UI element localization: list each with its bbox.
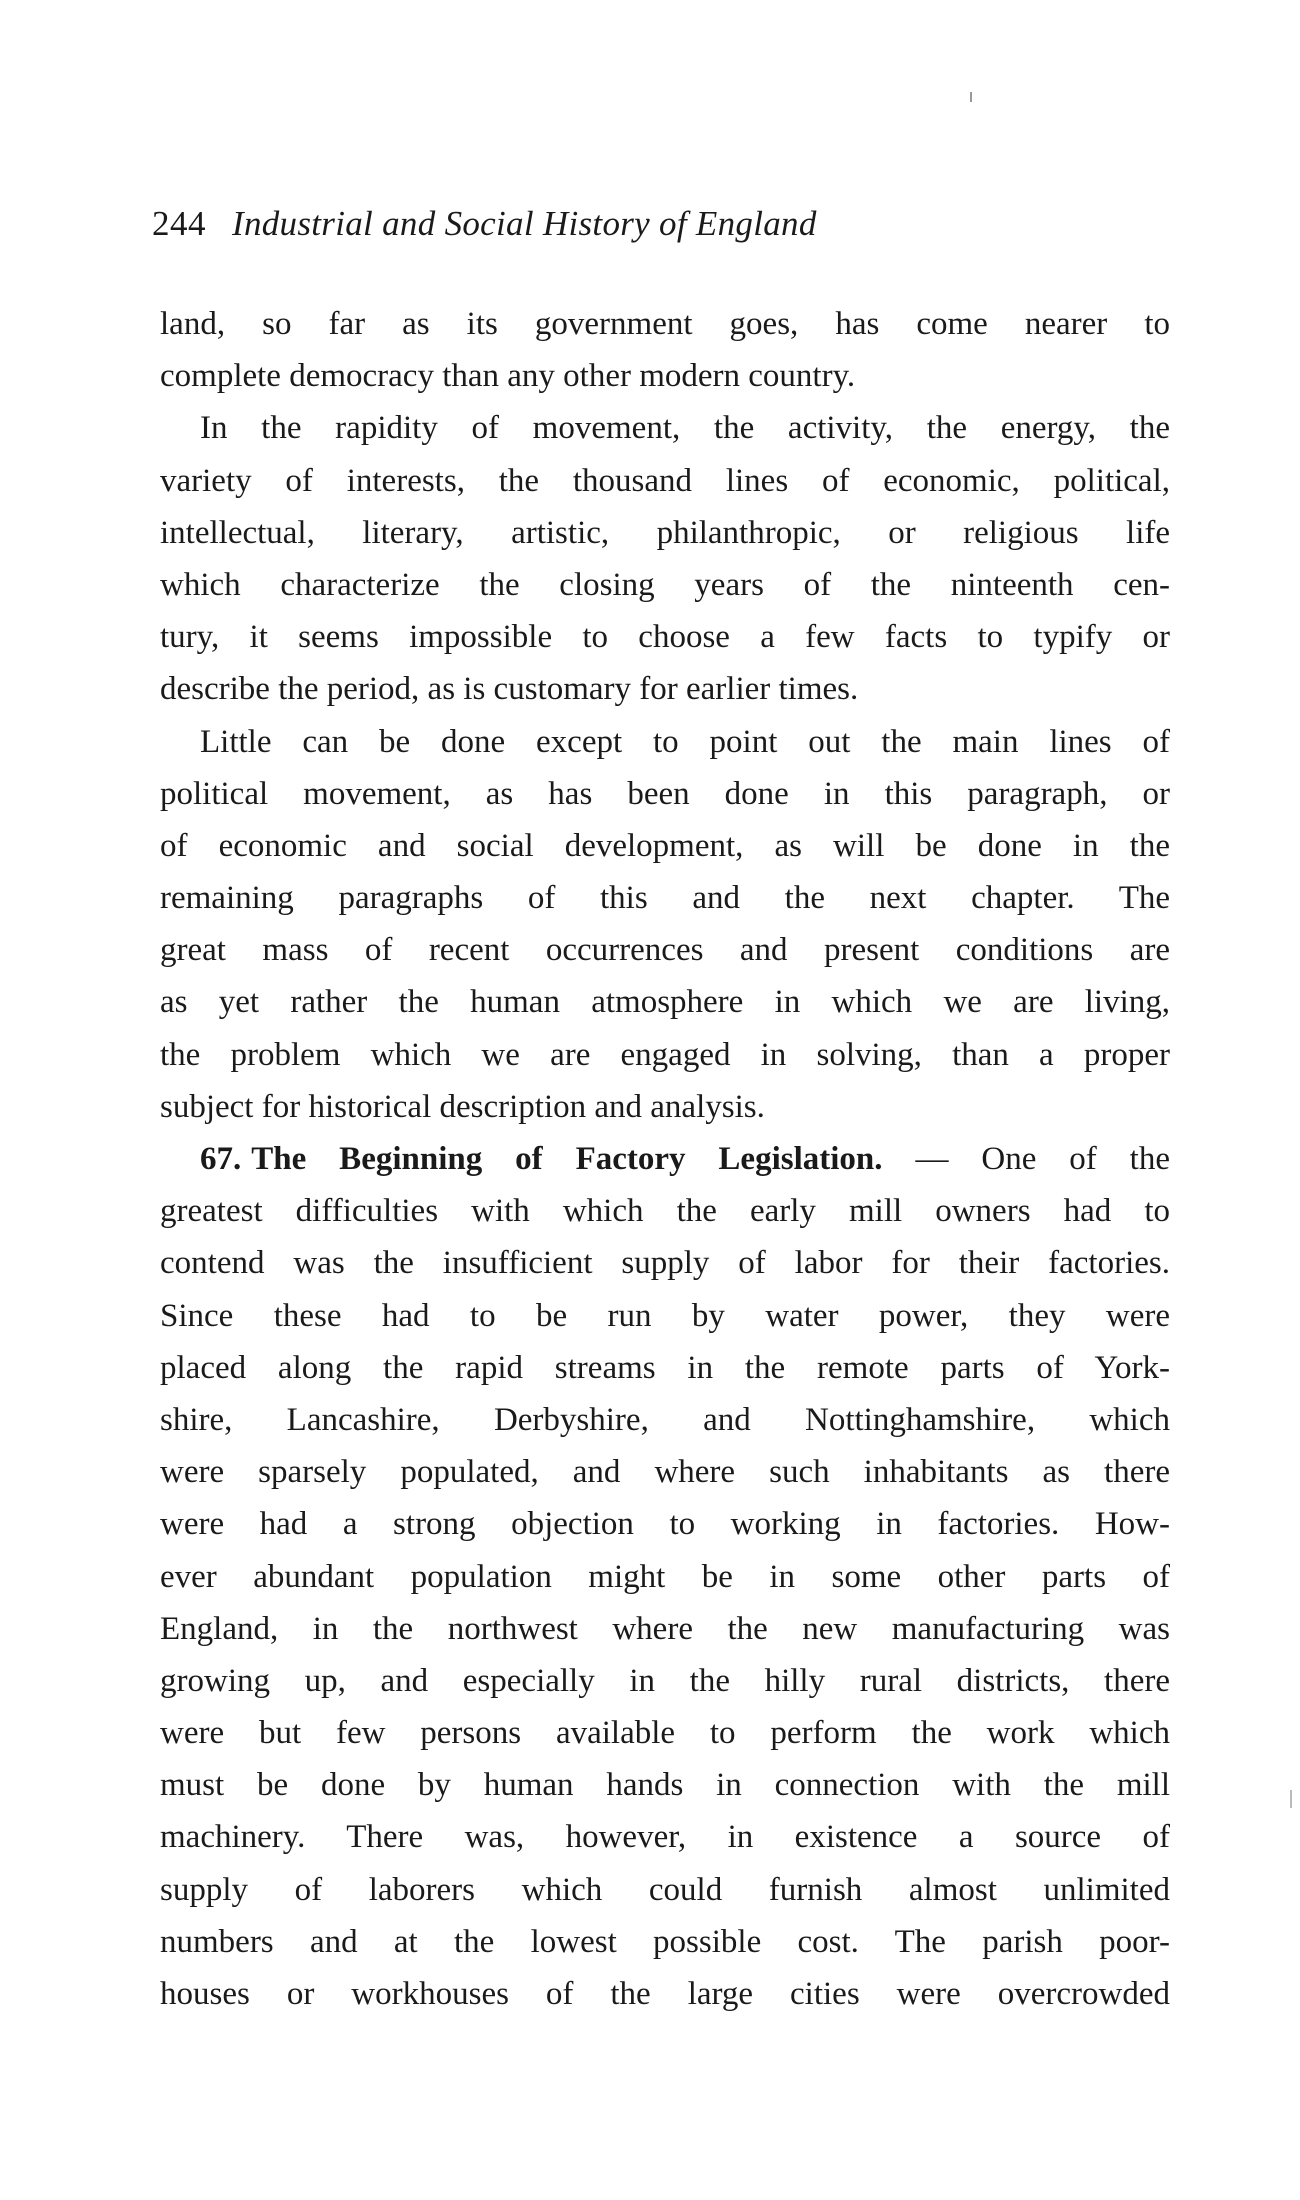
text-line: ever abundant population might be in some other parts of	[160, 1558, 1170, 1595]
paragraph	[160, 716, 1170, 1134]
text-line: the problem which we are engaged in solving, than a proper	[160, 1036, 1170, 1073]
text-line: which characterize the closing years of the ninteenth cen-	[160, 566, 1170, 603]
text-line: intellectual, literary, artistic, philanthropic, or religious life	[160, 514, 1170, 551]
section-first-line-text: — One of the	[915, 1141, 1170, 1177]
text-line: In the rapidity of movement, the activity, the energy, the	[200, 410, 1170, 447]
print-speck	[1290, 1790, 1292, 1808]
text-line: must be done by human hands in connection with the mill	[160, 1767, 1170, 1804]
text-line: placed along the rapid streams in the remote parts of York-	[160, 1349, 1170, 1386]
paragraph	[160, 402, 1170, 715]
page-number: 244	[152, 204, 206, 243]
text-line: political movement, as has been done in this paragraph, or	[160, 775, 1170, 812]
paragraph	[160, 298, 1170, 402]
text-line: numbers and at the lowest possible cost. The parish poor-	[160, 1923, 1170, 1960]
running-head	[152, 204, 1082, 254]
text-line: Since these had to be run by water power, they were	[160, 1297, 1170, 1334]
text-line: England, in the northwest where the new manufacturing was	[160, 1610, 1170, 1647]
section-heading-line	[160, 1133, 1170, 1185]
text-line: describe the period, as is customary for earlier times.	[160, 671, 859, 708]
text-line: were sparsely populated, and where such inhabitants as there	[160, 1454, 1170, 1491]
text-line: contend was the insufficient supply of labor for their factories.	[160, 1245, 1170, 1282]
text-line: were but few persons available to perform the work which	[160, 1715, 1170, 1752]
text-line: subject for historical description and analysis.	[160, 1088, 765, 1125]
text-line: Little can be done except to point out the main lines of	[200, 723, 1170, 760]
section-67	[160, 1133, 1170, 2020]
text-line: as yet rather the human atmosphere in which we are living,	[160, 984, 1170, 1021]
text-line: complete democracy than any other modern country.	[160, 358, 856, 395]
text-line: growing up, and especially in the hilly rural districts, there	[160, 1662, 1170, 1699]
text-line: were had a strong objection to working in factories. How-	[160, 1506, 1170, 1543]
text-line: greatest difficulties with which the early mill owners had to	[160, 1193, 1170, 1230]
text-line: land, so far as its government goes, has come nearer to	[160, 306, 1170, 342]
text-line: remaining paragraphs of this and the next chapter. The	[160, 880, 1170, 917]
text-line: great mass of recent occurrences and present conditions are	[160, 932, 1170, 969]
section-title: The Beginning of Factory Legislation.	[251, 1141, 883, 1177]
print-speck	[970, 92, 972, 102]
text-line: supply of laborers which could furnish almost unlimited	[160, 1871, 1170, 1908]
text-line: variety of interests, the thousand lines of economic, political,	[160, 462, 1170, 499]
text-line: shire, Lancashire, Derbyshire, and Nottinghamshire, which	[160, 1401, 1170, 1438]
running-title: Industrial and Social History of England	[232, 204, 817, 243]
text-line: tury, it seems impossible to choose a few facts to typify or	[160, 619, 1170, 656]
text-line: machinery. There was, however, in existence a source of	[160, 1819, 1170, 1856]
body-text	[160, 298, 1170, 2020]
text-line: of economic and social development, as will be done in the	[160, 827, 1170, 864]
text-line: houses or workhouses of the large cities were overcrowded	[160, 1976, 1170, 2012]
section-number: 67.	[200, 1141, 242, 1177]
